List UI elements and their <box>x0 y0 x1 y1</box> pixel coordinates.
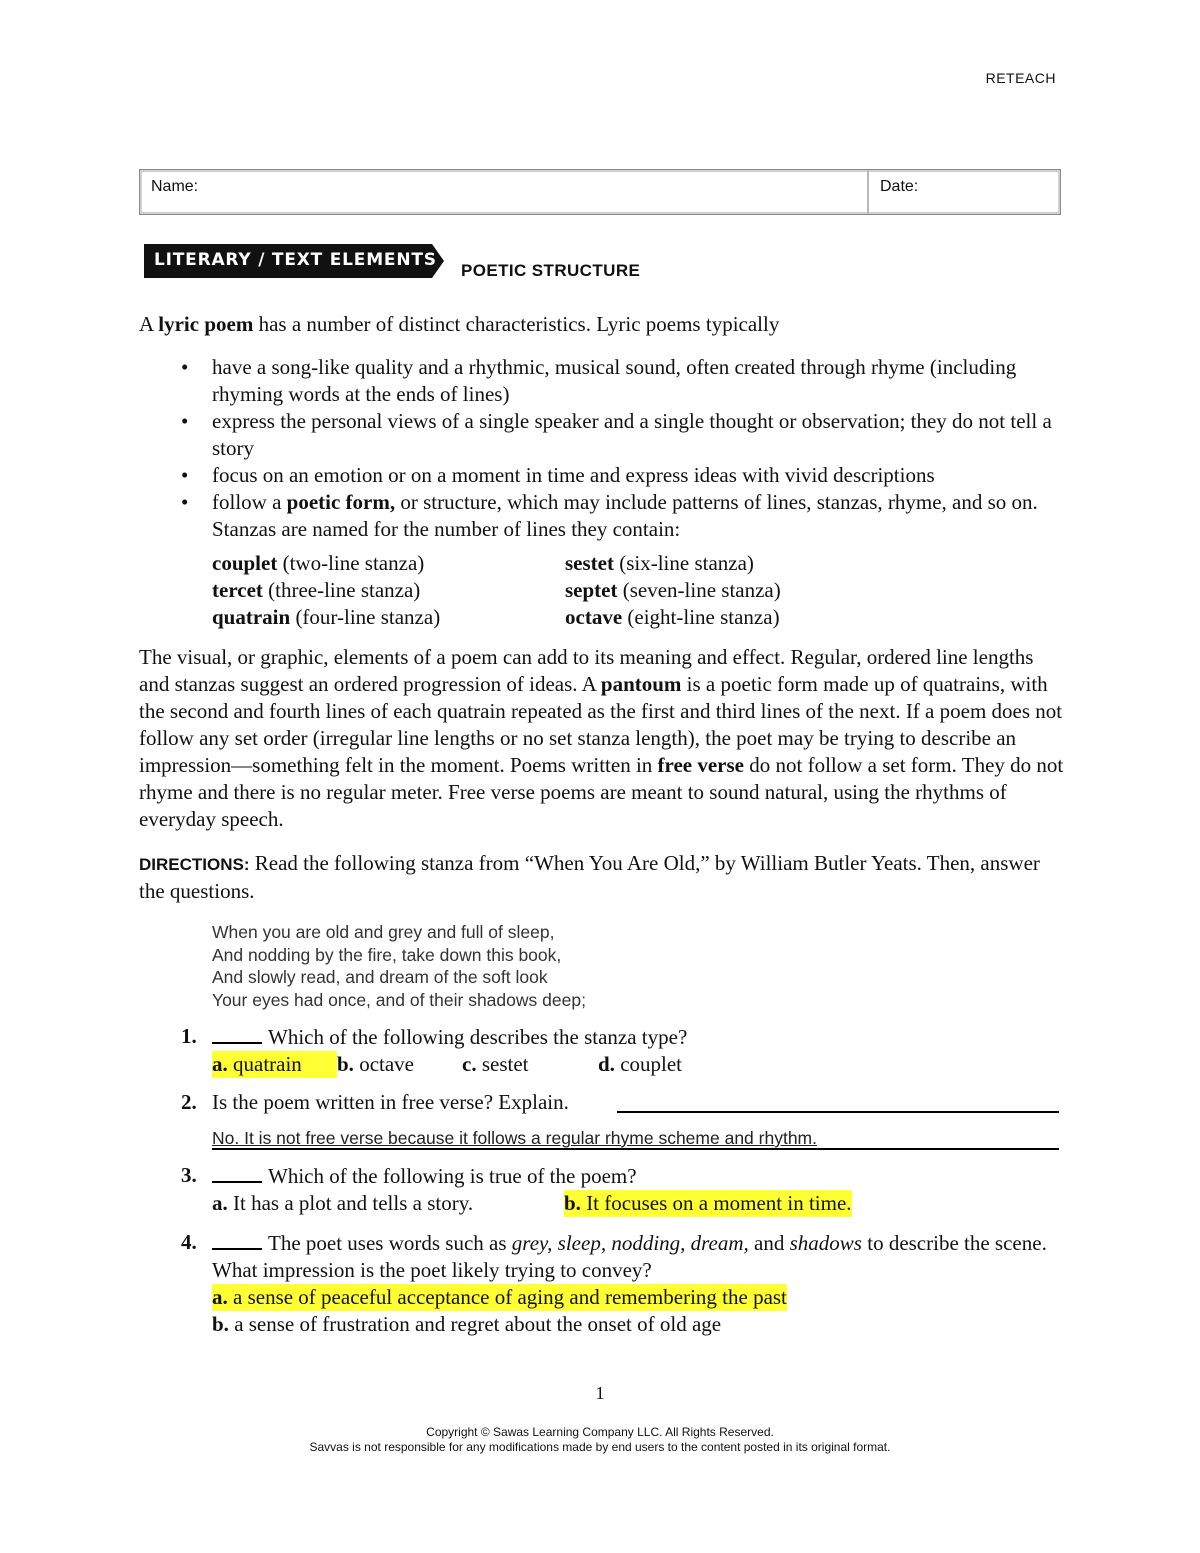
question-text: The poet uses words such as <box>268 1231 512 1255</box>
option-b[interactable] <box>315 1051 462 1078</box>
option-letter: c. <box>462 1052 477 1076</box>
term: octave <box>565 605 623 629</box>
question-italic-words: grey, sleep, nodding, dream, <box>511 1231 749 1255</box>
question-number: 1. <box>181 1024 197 1048</box>
question-text: Which of the following describes the stanza type? <box>268 1025 688 1049</box>
copyright-footer <box>0 1425 1200 1455</box>
stanza-cell <box>212 577 565 604</box>
answer-text[interactable]: No. It is not free verse because it follows a regular rhyme scheme and rhythm. <box>212 1128 1059 1150</box>
term-lyric-poem: lyric poem <box>158 312 254 336</box>
copyright-line: Copyright © Sawas Learning Company LLC. All Rights Reserved. <box>426 1425 774 1439</box>
options-row <box>212 1190 1061 1217</box>
name-field[interactable] <box>140 170 869 214</box>
desc: (six-line stanza) <box>613 551 754 575</box>
intro-paragraph <box>139 311 1064 338</box>
list-item: • focus on an emotion or on a moment in time and express ideas with vivid descriptions <box>181 462 1061 489</box>
question-number: 4. <box>181 1230 197 1254</box>
question-number: 3. <box>181 1163 197 1187</box>
question-text: and <box>748 1231 790 1255</box>
desc: (three-line stanza) <box>262 578 421 602</box>
date-field[interactable] <box>869 170 1060 214</box>
option-text: a sense of peaceful acceptance of aging and remembering the past <box>227 1285 787 1309</box>
option-letter: a. <box>212 1285 228 1309</box>
directions-text: Read the following stanza from “When You Are Old,” by William Butler Yeats. Then, answer the questions. <box>139 851 1040 903</box>
option-a-row <box>212 1284 1061 1311</box>
para-text: is a poetic form made up of quatrains, with the second and fourth lines of each quatrain repeated as the first and third lines of the next. If a poem does not follow any set order (irregular line lengths or no set stanza length), the poet may be trying to describe an impression—something felt in the moment. Poems written in <box>139 672 1063 777</box>
term-pantoum: pantoum <box>600 672 682 696</box>
list-item <box>181 489 1061 543</box>
visual-elements-paragraph <box>139 644 1064 833</box>
option-letter: b. <box>337 1052 354 1076</box>
disclaimer-line: Savvas is not responsible for any modifications made by end users to the content posted in its original format. <box>309 1440 891 1454</box>
option-a[interactable] <box>212 1284 787 1311</box>
term-free-verse: free verse <box>657 753 744 777</box>
poem-line: Your eyes had once, and of their shadows deep; <box>212 989 586 1010</box>
answer-blank[interactable] <box>212 1023 262 1044</box>
page-number: 1 <box>595 1383 605 1403</box>
question-3 <box>181 1162 1061 1217</box>
term: quatrain <box>212 605 291 629</box>
option-text: quatrain <box>227 1052 302 1076</box>
option-letter: d. <box>598 1052 615 1076</box>
desc: (four-line stanza) <box>290 605 441 629</box>
answer-blank[interactable] <box>212 1162 262 1183</box>
answer-blank[interactable] <box>212 1229 262 1250</box>
option-text: It has a plot and tells a story. <box>227 1191 474 1215</box>
reteach-label: RETEACH <box>985 70 1056 86</box>
poem-line: And nodding by the fire, take down this book, <box>212 944 562 965</box>
stanza-cell <box>212 550 565 577</box>
question-4 <box>181 1229 1061 1338</box>
options-row <box>212 1051 1061 1078</box>
question-text: to describe the scene. What impression is the poet likely trying to convey? <box>212 1231 1047 1282</box>
directions-label: DIRECTIONS: <box>139 855 250 874</box>
stanza-types-table <box>212 550 781 631</box>
option-letter: a. <box>212 1191 228 1215</box>
option-text: a sense of frustration and regret about the onset of old age <box>228 1312 722 1336</box>
stanza-cell <box>212 604 565 631</box>
term: tercet <box>212 578 263 602</box>
stanza-cell <box>565 577 781 604</box>
option-b[interactable] <box>212 1311 721 1338</box>
option-text: It focuses on a moment in time. <box>580 1191 852 1215</box>
question-1 <box>181 1023 1061 1078</box>
date-label: Date: <box>880 178 919 195</box>
option-letter: b. <box>212 1312 229 1336</box>
question-number: 2. <box>181 1090 197 1114</box>
table-row <box>212 604 781 631</box>
option-text: couplet <box>614 1052 682 1076</box>
option-text: octave <box>353 1052 414 1076</box>
option-letter: b. <box>564 1191 581 1215</box>
question-italic-word: shadows <box>789 1231 862 1255</box>
stanza-cell <box>565 550 781 577</box>
desc: (two-line stanza) <box>277 551 425 575</box>
directions <box>139 850 1064 905</box>
option-d[interactable] <box>598 1051 682 1078</box>
list-item: • have a song-like quality and a rhythmic, musical sound, often created through rhyme (including rhyming words at the ends of lines) <box>181 354 1061 408</box>
question-text: Is the poem written in free verse? Explain. <box>212 1090 569 1114</box>
para-text: The visual, or graphic, elements of a poem can add to its meaning and effect. Regular, ordered line lengths and stanzas suggest an ordered progression of ideas. A <box>139 645 1034 696</box>
option-b-row <box>212 1311 1061 1338</box>
poem-line: When you are old and grey and full of sleep, <box>212 922 555 942</box>
name-label: Name: <box>151 178 199 195</box>
answer-line[interactable] <box>617 1111 1059 1113</box>
term: sestet <box>565 551 614 575</box>
banner-text: LITERARY / TEXT ELEMENTS <box>154 250 437 270</box>
para-text: do not follow a set form. They do not rhyme and there is no regular meter. Free verse poems are meant to sound natural, using the rhythms of everyday speech. <box>139 753 1064 831</box>
literary-elements-banner <box>144 244 444 278</box>
question-text: Which of the following is true of the poem? <box>268 1164 637 1188</box>
bullet4-text: follow a <box>212 490 287 514</box>
poem-stanza <box>212 921 586 1011</box>
section-title: POETIC STRUCTURE <box>461 261 641 280</box>
table-row <box>212 550 781 577</box>
option-b[interactable] <box>564 1190 852 1217</box>
option-a[interactable] <box>212 1190 564 1217</box>
bullet4-text-end: or structure, which may include patterns of lines, stanzas, rhyme, and so on. Stanzas are named for the number of lines they contain: <box>212 490 1038 541</box>
stanza-cell <box>565 604 781 631</box>
term-poetic-form: poetic form, <box>286 490 396 514</box>
term: septet <box>565 578 618 602</box>
name-date-box <box>139 169 1061 215</box>
intro-text-end: has a number of distinct characteristics. Lyric poems typically <box>253 312 780 336</box>
desc: (eight-line stanza) <box>622 605 780 629</box>
characteristics-list <box>181 354 1061 543</box>
term: couplet <box>212 551 278 575</box>
option-c[interactable] <box>462 1051 598 1078</box>
desc: (seven-line stanza) <box>617 578 781 602</box>
option-text: sestet <box>476 1052 529 1076</box>
list-item: • express the personal views of a single speaker and a single thought or observation; they do not tell a story <box>181 408 1061 462</box>
option-letter: a. <box>212 1052 228 1076</box>
table-row <box>212 577 781 604</box>
intro-text: A <box>139 312 159 336</box>
poem-line: And slowly read, and dream of the soft look <box>212 967 548 987</box>
